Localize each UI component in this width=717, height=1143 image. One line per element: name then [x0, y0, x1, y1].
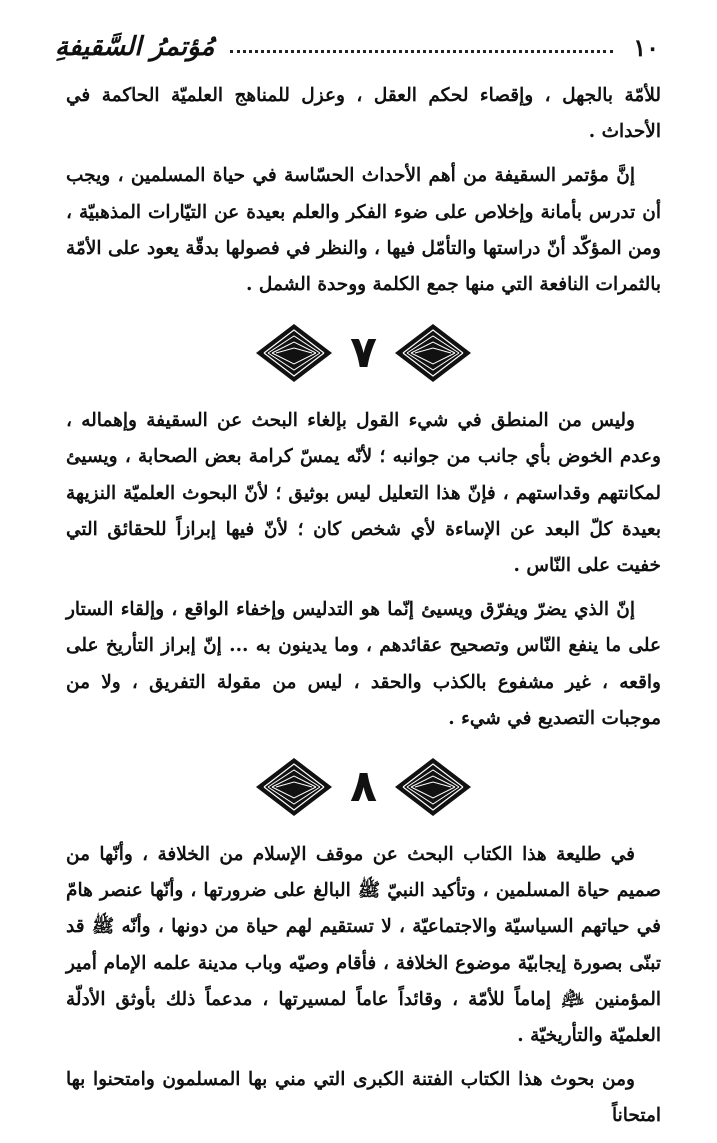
ornament-diamond-icon [254, 756, 334, 818]
page-number: ١٠ [633, 32, 659, 62]
paragraph-concealment-harm: إنّ الذي يضرّ ويفرّق ويسيئ إنّما هو التدليس وإخفاء الواقع ، وإلقاء الستار على ما ينفع النّاس وتصحيح عقائدهم ، وما يدينون به ... إنّ إبراز التأريخ على واقعه ، غير مشفوع بالكذب والحقد ، ليس من مقولة التفريق ، ولا من موجبات التصديع في شيء . [66, 599, 661, 729]
ornament-diamond-icon [393, 322, 473, 384]
section-number: ٧ [350, 327, 377, 379]
header-dotted-leader [230, 50, 613, 53]
running-book-title: مُؤتمرُ السَّقيفةِ [55, 32, 215, 62]
section-divider-7 [66, 311, 661, 395]
paragraph-saqifa-importance: إنَّ مؤتمر السقيفة من أهم الأحداث الحسّاسة في حياة المسلمين ، ويجب أن تدرس بأمانة وإخلاص على ضوء الفكر والعلم بعيدة عن التيّارات المذهبيّة ، ومن المؤكّد أنّ دراستها والتأمّل فيها ، والنظر في فصولها بدقّة يعود على الأمّة بالثمرات النافعة التي منها جمع الكلمة ووحدة الشمل . [66, 165, 661, 296]
paragraph-great-fitna: ومن بحوث هذا الكتاب الفتنة الكبرى التي مني بها المسلمون وامتحنوا بها امتحاناً [66, 1069, 661, 1127]
paragraph-caliphate-position: في طليعة هذا الكتاب البحث عن موقف الإسلام من الخلافة ، وأنّها من صميم حياة المسلمين ، وتأكيد النبيّ ﷺ البالغ على ضرورتها ، وأنّها عنصر هامّ في حياتهم السياسيّة والاجتماعيّة ، لا تستقيم لهم حياة من دونها ، وأنّه ﷺ قد تبنّى بصورة إيجابيّة موضوع الخلافة ، فأقام وصيّه وباب مدينة علمه الإمام أمير المؤمنين ﵇ إماماً للأمّة ، وقائداً عاماً لمسيرتها ، مدعماً ذلك بأوثق الأدلّة العلميّة والتأريخيّة . [66, 844, 661, 1047]
ornament-diamond-icon [254, 322, 334, 384]
ornament-diamond-icon [393, 756, 473, 818]
section-number: ٨ [350, 761, 377, 813]
paragraph-no-avoidance: وليس من المنطق في شيء القول بإلغاء البحث عن السقيفة وإهماله ، وعدم الخوض بأي جانب من جوانبه ؛ لأنّه يمسّ كرامة بعض الصحابة ، ويسيئ لمكانتهم وقداستهم ، فإنّ هذا التعليل ليس بوثيق ؛ لأنّ البحوث العلميّة النزيهة بعيدة كلّ البعد عن الإساءة لأي شخص كان ؛ لأنّ فيها إبرازاً للحقائق التي خفيت على النّاس . [66, 410, 661, 577]
page-body [66, 78, 661, 1143]
paragraph-continuation: للأمّة بالجهل ، وإقصاء لحكم العقل ، وعزل للمناهج العلميّة الحاكمة في الأحداث . [66, 85, 661, 143]
section-divider-8 [66, 745, 661, 829]
page-header [55, 22, 659, 72]
